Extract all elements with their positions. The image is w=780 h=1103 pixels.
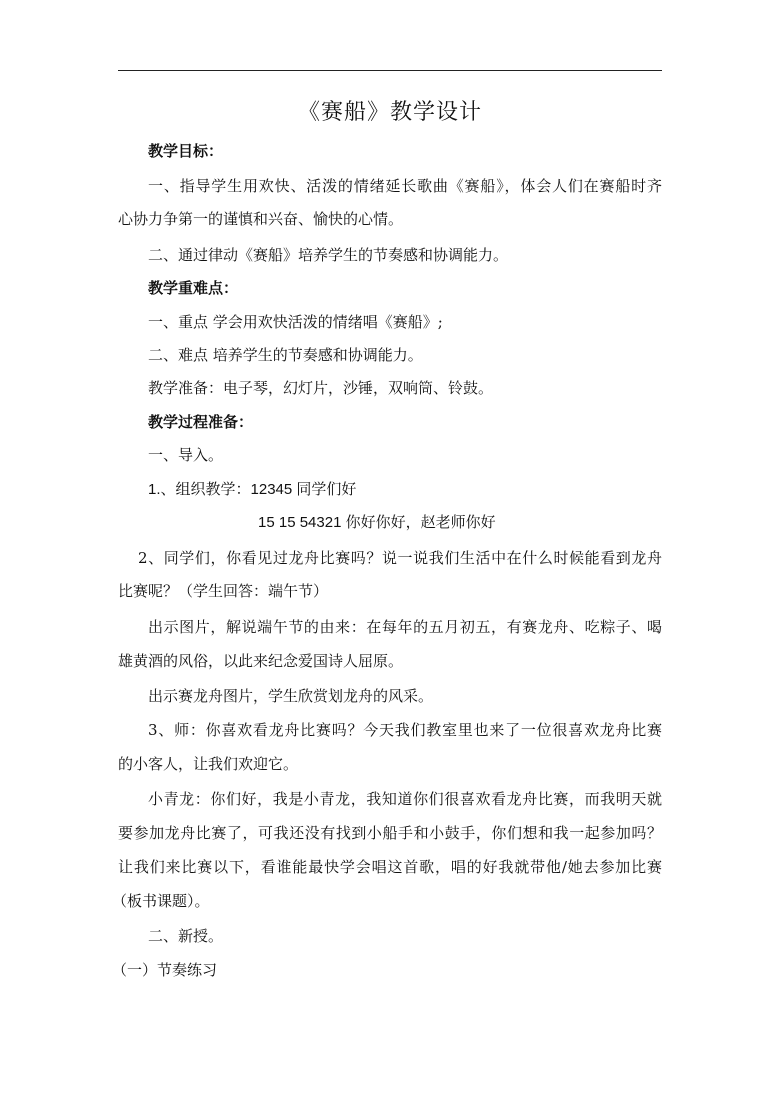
key-line-1: 一、重点 学会用欢快活泼的情绪唱《赛船》;	[148, 313, 443, 331]
header-rule	[118, 70, 662, 71]
step-1-line: 一、导入。	[148, 446, 224, 464]
step-1-3-line-b: 的小客人，让我们欢迎它。	[118, 755, 299, 773]
key-heading: 教学重难点：	[148, 279, 239, 297]
picture-line-2: 出示赛龙舟图片，学生欣赏划龙舟的风采。	[148, 687, 434, 705]
step-1-3-line-a: 3、师：你喜欢看龙舟比赛吗？今天我们教室里也来了一位很喜欢龙舟比赛	[148, 721, 662, 739]
dragon-line-d: （板书课题）。	[112, 892, 210, 910]
goal-line-1b: 心协力争第一的谨慎和兴奋、愉快的心情。	[118, 210, 404, 228]
step-1-1-response: 15 15 54321 你好你好，赵老师你好	[258, 514, 496, 531]
goal-heading: 教学目标：	[148, 142, 224, 160]
step-1-1-line: 1.、组织教学：12345 同学们好	[148, 481, 357, 498]
picture-line-1b: 雄黄酒的风俗，以此来纪念爱国诗人屈原。	[118, 652, 404, 670]
goal-line-2: 二、通过律动《赛船》培养学生的节奏感和协调能力。	[148, 246, 509, 264]
key-line-2: 二、难点 培养学生的节奏感和协调能力。	[148, 346, 423, 364]
dragon-line-b: 要参加龙舟比赛了，可我还没有找到小船手和小鼓手，你们想和我一起参加吗？	[118, 824, 662, 842]
document-title: 《赛船》教学设计	[297, 100, 482, 125]
picture-line-1a: 出示图片，解说端午节的由来：在每年的五月初五，有赛龙舟、吃粽子、喝	[148, 618, 662, 636]
step-1-2-line-a: 2、同学们，你看见过龙舟比赛吗？说一说我们生活中在什么时候能看到龙舟	[138, 549, 662, 567]
step-1-2-line-b: 比赛呢？（学生回答：端午节）	[118, 582, 329, 600]
prep-line: 教学准备：电子琴，幻灯片，沙锤，双响筒、铃鼓。	[148, 379, 494, 397]
dragon-line-a: 小青龙：你们好，我是小青龙，我知道你们很喜欢看龙舟比赛，而我明天就	[148, 790, 662, 808]
step-2-line: 二、新授。	[148, 927, 224, 945]
dragon-line-c: 让我们来比赛以下，看谁能最快学会唱这首歌，唱的好我就带他/她去参加比赛	[118, 858, 662, 876]
step-2-1-line: （一）节奏练习	[112, 961, 218, 979]
process-heading: 教学过程准备：	[148, 413, 254, 431]
goal-line-1a: 一、指导学生用欢快、活泼的情绪延长歌曲《赛船》，体会人们在赛船时齐	[148, 177, 662, 195]
